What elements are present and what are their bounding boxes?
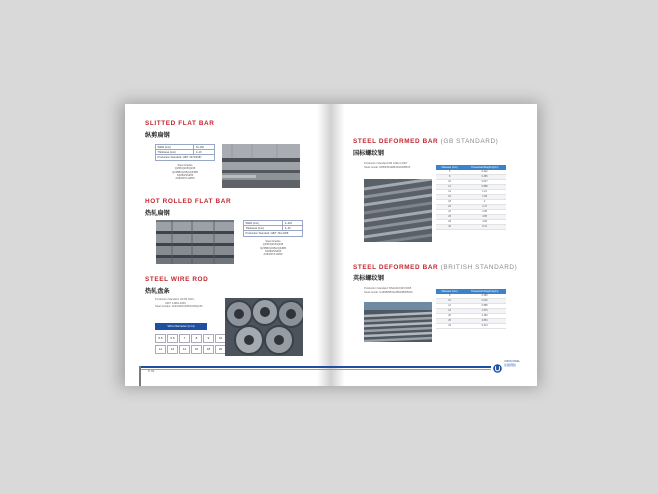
weight-cell: 0.222: [463, 170, 506, 174]
bs-weight-table: [436, 289, 506, 329]
spec-label: Width (mm): [244, 221, 283, 226]
diameter-cell: 20: [436, 313, 463, 318]
weight-cell: 1.58: [463, 194, 506, 199]
gb-deformed-bar-photo: [364, 179, 432, 242]
company-name-en: UNION STEEL: [504, 360, 520, 363]
bs-deformed-bar-title: [353, 264, 517, 271]
steel-grades: Steel Grades Q195/Q215/Q235 Q235B/Q345A/Q345B SS330/SS400 A36/A572 GR50: [172, 164, 198, 181]
diameter-cell: 20: [436, 204, 463, 209]
diameter-cell: 11: [155, 345, 166, 354]
spec-row: [156, 155, 215, 160]
diameter-cell: 32: [436, 323, 463, 328]
weight-cell: 0.617: [463, 179, 506, 184]
diameter-cell: 8: [436, 174, 463, 179]
diameter-cell: 12: [436, 303, 463, 308]
production-standard: Production Standard: GB/T 702-2008: [244, 231, 303, 236]
weight-cell: 3.854: [463, 318, 506, 323]
weight-cell: 0.616: [463, 298, 506, 303]
column-header: Theoretical Weight (kg/m): [463, 289, 506, 294]
diameter-cell: 25: [436, 318, 463, 323]
corner-mark: [139, 366, 141, 386]
diameter-cell: 18: [436, 199, 463, 204]
diameter-cell: 18: [203, 345, 214, 354]
weight-cell: 2.98: [463, 209, 506, 214]
weight-cell: 6.313: [463, 323, 506, 328]
weight-cell: 0.888: [463, 184, 506, 189]
spec-value: 3~220: [283, 221, 303, 226]
hot-rolled-spec-table: [243, 220, 303, 237]
wire-rod-description: Production Standard: ASTM A510, GB/T 14981-2009 Steel Grades: SAE1006/1008/1018/Q235: [155, 298, 203, 309]
gb-deformed-bar-title: [353, 138, 498, 145]
footer-bar-light: [139, 369, 331, 370]
diameter-cell: 25: [436, 214, 463, 219]
diameter-cell: 16: [436, 308, 463, 313]
diameter-cell: 16: [436, 194, 463, 199]
spec-value: 3~16: [194, 150, 215, 155]
slitted-flat-bar-title: SLITTED FLAT BAR: [145, 120, 215, 127]
hot-rolled-flat-bar-title: HOT ROLLED FLAT BAR: [145, 198, 232, 205]
footer-bar: [139, 366, 331, 368]
wire-diameter-header: Wire Diameter (mm): [155, 323, 207, 330]
diameter-cell: 20: [215, 345, 226, 354]
spec-label: Width (mm): [156, 145, 194, 150]
footer-bar-light: [331, 369, 491, 370]
steel-grades: Steel Grades Q195/Q215/Q235 Q235B/Q345A/Q345B SS330/SS400 A36/A572 GR50: [260, 240, 286, 257]
diameter-cell: 6.5: [167, 334, 178, 343]
steel-wire-rod-title-cn: 热轧盘条: [145, 288, 170, 295]
weight-cell: 0.888: [463, 303, 506, 308]
gb-title-main: STEEL DEFORMED BAR: [353, 138, 439, 145]
diameter-cell: 8: [191, 334, 202, 343]
bs-title-suffix: (BRITISH STANDARD): [440, 264, 518, 271]
diameter-cell: 8: [436, 294, 463, 298]
hot-rolled-flat-bar-photo: [156, 220, 234, 264]
diameter-cell: 16: [191, 345, 202, 354]
weight-cell: 1.21: [463, 189, 506, 194]
column-header: Diameter (mm): [436, 289, 463, 294]
weight-cell: 2.47: [463, 204, 506, 209]
gb-description: Production Standard:GB 1499.2-2007 Steel Grade: HRB335/HRB400/HRB500: [364, 162, 411, 169]
hot-rolled-flat-bar-title-cn: 热轧扁钢: [145, 210, 170, 217]
spec-row: [244, 231, 303, 236]
spec-value: 10-150: [194, 145, 215, 150]
production-standard: Production Standard: GB/T 3274/3087: [156, 155, 215, 160]
weight-cell: 6.31: [463, 224, 506, 229]
right-page: [331, 104, 537, 386]
diameter-cell: 10: [436, 179, 463, 184]
column-header: Diameter (mm): [436, 165, 463, 170]
weight-cell: 3.85: [463, 214, 506, 219]
gb-deformed-bar-title-cn: 国标螺纹钢: [353, 150, 384, 157]
footer-bar: [331, 366, 491, 368]
company-name-cn: 优耐钢铁: [504, 363, 517, 367]
bs-deformed-bar-title-cn: 英标螺纹钢: [353, 275, 384, 282]
diameter-cell: 12: [167, 345, 178, 354]
weight-cell: 2: [463, 199, 506, 204]
wire-rod-coils-photo: [225, 298, 303, 356]
spec-label: Thickness (mm): [156, 150, 194, 155]
spec-label: Thickness (mm): [244, 226, 283, 231]
weight-cell: 0.395: [463, 294, 506, 298]
steel-wire-rod-title: STEEL WIRE ROD: [145, 276, 209, 283]
diameter-cell: 22: [436, 209, 463, 214]
weight-cell: 2.466: [463, 313, 506, 318]
diameter-cell: 6: [436, 170, 463, 174]
weight-cell: 1.579: [463, 308, 506, 313]
slitted-spec-table: [155, 144, 215, 161]
wire-diameter-row-1: [155, 334, 226, 343]
spec-value: 3~20: [283, 226, 303, 231]
gb-weight-table: [436, 165, 506, 230]
bs-title-main: STEEL DEFORMED BAR: [353, 264, 439, 271]
column-header: Theoretical Weight (kg/m): [463, 165, 506, 170]
company-logo-icon: [493, 360, 502, 369]
weight-cell: 0.395: [463, 174, 506, 179]
diameter-cell: 10: [215, 334, 226, 343]
page-number: P·03: [148, 369, 155, 373]
slitted-flat-bar-title-cn: 纵剪扁钢: [145, 132, 170, 139]
table-row: [436, 323, 506, 328]
gb-title-suffix: (GB STANDARD): [440, 138, 499, 145]
diameter-cell: 5.5: [155, 334, 166, 343]
diameter-cell: 9: [203, 334, 214, 343]
bs-description: Production Standard: BS4449:1997/2005 Steel Grade: G460B/B500A/B500B/B500C: [364, 287, 414, 294]
bs-deformed-bar-photo: [364, 302, 432, 342]
weight-cell: 4.83: [463, 219, 506, 224]
left-page: [125, 104, 331, 386]
diameter-cell: 14: [436, 189, 463, 194]
wire-diameter-row-2: [155, 345, 226, 354]
diameter-cell: 28: [436, 219, 463, 224]
diameter-cell: 7: [179, 334, 190, 343]
diameter-cell: 10: [436, 298, 463, 303]
diameter-cell: 14: [179, 345, 190, 354]
diameter-cell: 32: [436, 224, 463, 229]
diameter-cell: 12: [436, 184, 463, 189]
slitted-flat-bar-photo: [222, 144, 300, 188]
table-row: [436, 224, 506, 229]
